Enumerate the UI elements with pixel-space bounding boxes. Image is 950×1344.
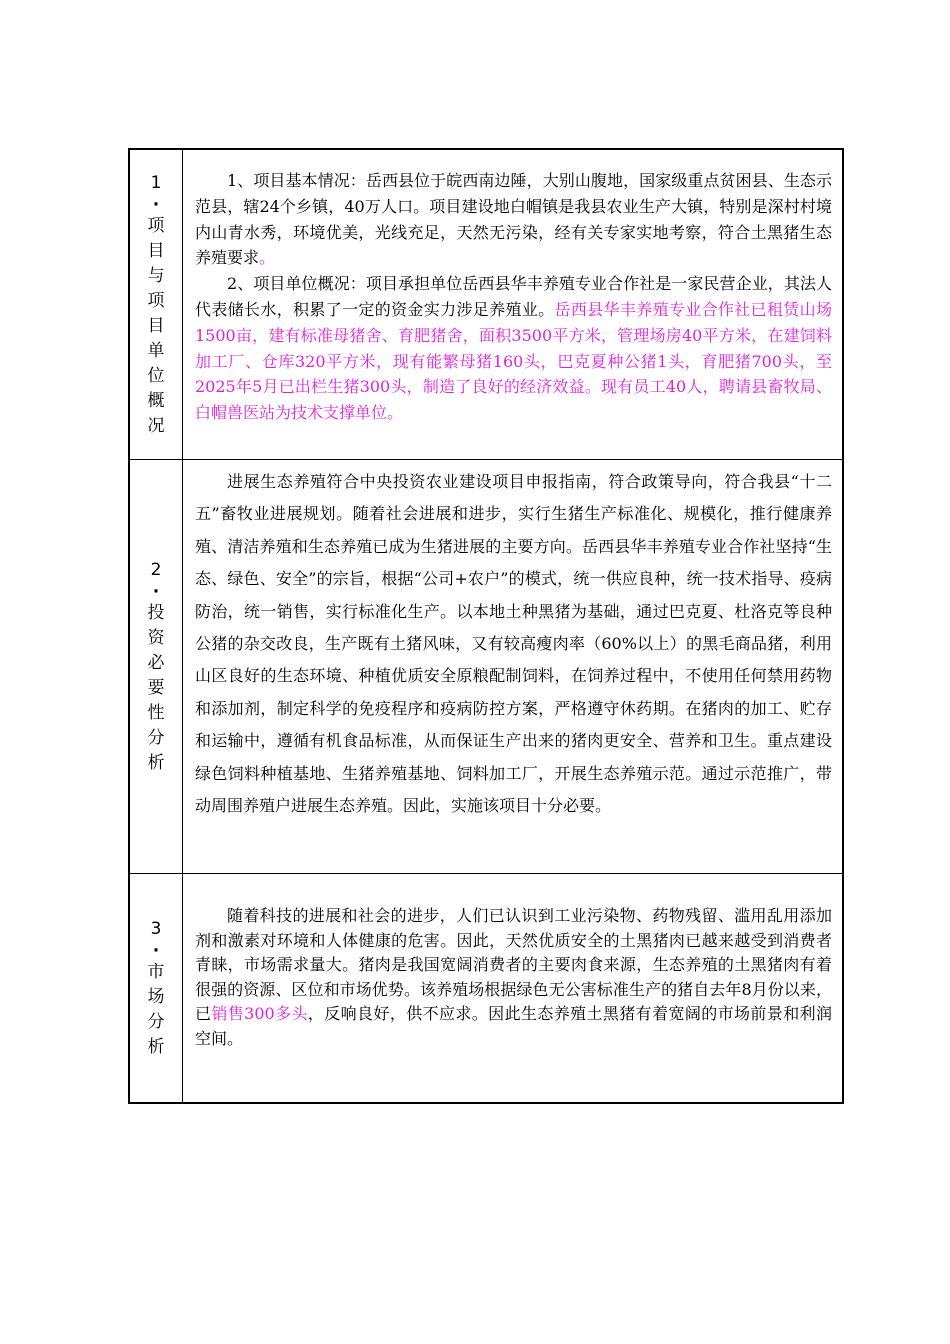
label-char: 必: [147, 652, 165, 673]
label-char: 分: [147, 1011, 165, 1032]
label-char: 目: [147, 240, 165, 261]
label-char: 概: [147, 390, 165, 411]
label-char: 项: [147, 290, 165, 311]
section-content-investment: [183, 460, 842, 873]
section-row-investment: [130, 460, 842, 874]
highlight-segment: 岳西县华丰养殖专业合作社已租赁山场1500亩，建有标准母猪舍、育肥猪舍，面积3500平方米，管理场房40平方米，在建饲料加工厂、仓库320平方米，现有能繁母猪160头，巴克夏种公猪1头，育肥猪700头，至2025年5月已出栏生猪300头，制造了良好的经济效益。现有员工40人，聘请县畜牧局、白帽兽医站为技术支撑单位。: [195, 299, 832, 423]
text-segment: ，反响良好，供不应求。因此生态养殖土黑猪有着宽阔的市场前景和利润空间。: [195, 1004, 832, 1048]
paragraph-investment: [195, 466, 832, 822]
text-segment: 1、项目基本情况：岳西县位于皖西南边陲，大别山腹地，国家级重点贫困县、生态示范县，辖24个乡镇，40万人口。项目建设地白帽镇是我县农业生产大镇，特别是深村村境内山青水秀，环境优美，光线充足，天然无污染，经有关专家实地考察，符合土黑猪生态养殖要求: [195, 171, 832, 268]
section-label-market: [130, 874, 183, 1102]
label-char: 与: [147, 265, 165, 286]
project-table: [128, 148, 844, 1104]
label-char: 况: [147, 415, 165, 436]
label-char: 析: [147, 752, 165, 773]
label-char: 项: [147, 215, 165, 236]
label-dot: ·: [152, 581, 160, 602]
label-char: 资: [147, 627, 165, 648]
section-content-overview: [183, 150, 842, 459]
section-label-overview: [130, 150, 183, 459]
label-dot: ·: [152, 194, 160, 215]
section-row-overview: [130, 150, 842, 460]
highlight-segment: 销售300多头: [211, 1004, 308, 1024]
label-dot: ·: [152, 940, 160, 961]
text-segment: 随着科技的进展和社会的进步，人们已认识到工业污染物、药物残留、滥用乱用添加剂和激素对环境和人体健康的危害。因此，天然优质安全的土黑猪肉已越来越受到消费者青睐，市场需求量大。猪肉是我国宽阔消费者的主要肉食来源，生态养殖的土黑猪肉有着很强的资源、区位和市场优势。该养殖场根据绿色无公害标准生产的猪自去年8月份以来，已: [195, 906, 832, 1024]
paragraph-market: [195, 904, 832, 1052]
label-char: 市: [147, 961, 165, 982]
text-segment: 2、项目单位概况：项目承担单位岳西县华丰养殖专业合作社是一家民营企业，其法人代表储长水，积累了一定的资金实力涉足养殖业。: [195, 274, 832, 319]
label-char: 场: [147, 986, 165, 1007]
section-row-market: [130, 874, 842, 1102]
section-label-chars: [148, 171, 165, 439]
section-label-chars: [148, 558, 165, 776]
label-number: 1: [150, 172, 162, 193]
section-content-market: [183, 874, 842, 1102]
label-char: 位: [147, 365, 165, 386]
label-char: 性: [147, 702, 165, 723]
label-char: 析: [147, 1036, 165, 1057]
label-number: 2: [150, 559, 162, 580]
label-char: 要: [147, 677, 165, 698]
label-char: 投: [147, 602, 165, 623]
label-number: 3: [150, 918, 162, 939]
text-segment: 进展生态养殖符合中央投资农业建设项目申报指南，符合政策导向，符合我县“十二五”畜牧业进展规划。随着社会进展和进步，实行生猪生产标准化、规模化，推行健康养殖、清洁养殖和生态养殖已成为生猪进展的主要方向。岳西县华丰养殖专业合作社坚持“生态、绿色、安全”的宗旨，根据“公司+农户”的模式，统一供应良种，统一技术指导、疫病防治，统一销售，实行标准化生产。以本地土种黑猪为基础，通过巴克夏、杜洛克等良种公猪的杂交改良，生产既有土猪风味，又有较高瘦肉率（60%以上）的黑毛商品猪，利用山区良好的生态环境、种植优质安全原粮配制饲料，在饲养过程中，不使用任何禁用药物和添加剂，制定科学的免疫程序和疫病防控方案，严格遵守休药期。在猪肉的加工、贮存和运输中，遵循有机食品标准，从而保证生产出来的猪肉更安全、营养和卫生。重点建设绿色饲料种植基地、生猪养殖基地、饲料加工厂，开展生态养殖示范。通过示范推广，带动周围养殖户进展生态养殖。因此，实施该项目十分必要。: [195, 472, 832, 816]
highlight-segment: 。: [259, 248, 276, 268]
paragraph-unit-info: [195, 271, 832, 426]
label-char: 单: [147, 340, 165, 361]
label-char: 目: [147, 315, 165, 336]
section-label-investment: [130, 460, 183, 873]
paragraph-basic-info: [195, 168, 832, 271]
section-label-chars: [148, 917, 165, 1060]
label-char: 分: [147, 727, 165, 748]
